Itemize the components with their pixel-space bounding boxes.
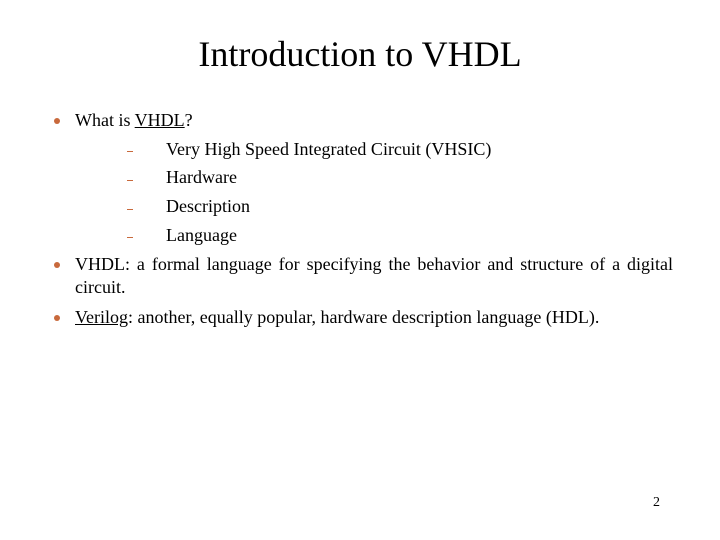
bullet-item-what-is-vhdl (0, 109, 720, 132)
bullet-text (75, 109, 673, 132)
slide-title: Introduction to VHDL (198, 34, 522, 74)
bullet-item-verilog (0, 306, 720, 329)
dash-bullet-icon (127, 237, 133, 238)
dash-bullet-icon (127, 209, 133, 210)
bullet-dot-icon (54, 118, 60, 124)
bullet-item-vhdl-definition (0, 253, 720, 299)
verilog-link[interactable]: Verilog (75, 307, 128, 327)
bullet-text (75, 306, 673, 329)
bullet-text: VHDL: a formal language for specifying the behavior and structure of a digital circuit. (75, 254, 673, 297)
vhdl-link[interactable]: VHDL (134, 110, 185, 130)
sub-item-vhsic: Very High Speed Integrated Circuit (VHSIC) (166, 139, 492, 159)
bullet-dot-icon (54, 315, 60, 321)
sub-item-language: Language (166, 225, 237, 245)
bullet-suffix: ? (184, 110, 193, 130)
bullet-dot-icon (54, 262, 60, 268)
bullet-prefix: What is (75, 110, 135, 130)
page-number: 2 (653, 495, 660, 510)
dash-bullet-icon (127, 180, 133, 181)
sub-item-hardware: Hardware (166, 167, 237, 187)
sub-item-description: Description (166, 196, 250, 216)
dash-bullet-icon (127, 151, 133, 152)
bullet-suffix: : another, equally popular, hardware description language (HDL). (128, 307, 600, 327)
